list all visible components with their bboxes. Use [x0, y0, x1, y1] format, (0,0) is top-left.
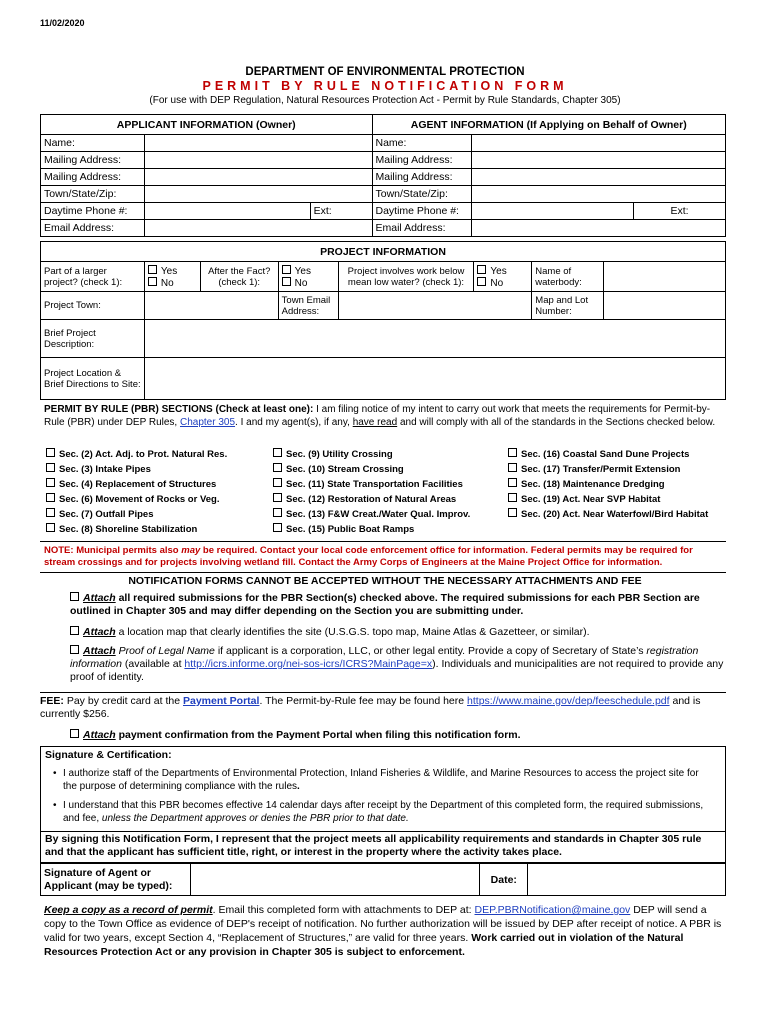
applicant-phone-label: Daytime Phone #:	[41, 203, 145, 220]
applicant-email-field[interactable]	[144, 220, 372, 237]
town-email-label: Town Email Address:	[278, 292, 338, 320]
applicant-heading: APPLICANT INFORMATION (Owner)	[41, 115, 373, 135]
low-water-no-option[interactable]: No	[477, 277, 528, 289]
signature-label: Signature of Agent or Applicant (may be typed):	[41, 864, 191, 896]
agent-mailing-field[interactable]	[472, 152, 726, 169]
description-label: Brief Project Description:	[41, 320, 145, 358]
applicant-mailing2-field[interactable]	[144, 169, 372, 186]
after-fact-label: After the Fact? (check 1):	[200, 262, 278, 292]
fee-text: FEE: Pay by credit card at the Payment Portal. The Permit-by-Rule fee may be found here https://www.maine.gov/dep/feeschedule.pdf and is currently $256.	[40, 695, 701, 720]
payment-portal-link[interactable]: Payment Portal	[182, 695, 260, 707]
project-town-label: Project Town:	[41, 292, 145, 320]
after-fact-checkboxes	[278, 262, 338, 292]
waterbody-label: Name of waterbody:	[532, 262, 604, 292]
signature-field[interactable]	[190, 864, 480, 896]
pbr-sec-18[interactable]: Sec. (18) Maintenance Dredging	[508, 477, 708, 492]
agent-mailing2-field[interactable]	[472, 169, 726, 186]
certification-box	[40, 746, 726, 832]
form-date: 11/02/2020	[40, 18, 85, 28]
checkbox[interactable]	[477, 277, 486, 286]
applicant-email-label: Email Address:	[41, 220, 145, 237]
pbr-column-1	[46, 447, 227, 537]
agent-heading: AGENT INFORMATION (If Applying on Behalf of Owner)	[372, 115, 726, 135]
agent-mailing-label: Mailing Address:	[372, 152, 472, 169]
applicant-town-field[interactable]	[144, 186, 372, 203]
project-town-field[interactable]	[144, 292, 278, 320]
pbr-sec-8[interactable]: Sec. (8) Shoreline Stabilization	[46, 522, 227, 537]
project-info-table	[40, 241, 726, 400]
fee-schedule-link[interactable]: https://www.maine.gov/dep/feeschedule.pdf	[467, 695, 670, 707]
applicant-mailing-field[interactable]	[144, 152, 372, 169]
chapter-305-link[interactable]: Chapter 305	[179, 417, 236, 428]
pbr-sec-16[interactable]: Sec. (16) Coastal Sand Dune Projects	[508, 447, 708, 462]
pbr-sec-20[interactable]: Sec. (20) Act. Near Waterfowl/Bird Habitat	[508, 507, 708, 522]
larger-yes-option[interactable]: Yes	[148, 265, 197, 277]
certification-bullet-2: • I understand that this PBR becomes effective 14 calendar days after receipt by the Department of this completed form, the required submissions, and fee, unless the Department approves or denies the PBR prior to that date.	[53, 800, 704, 824]
applicant-phone-field[interactable]	[144, 203, 310, 220]
attach-item-1[interactable]: Attach all required submissions for the PBR Section(s) checked above. The required submissions for each PBR Section are outlined in Chapter 305 and may differ depending on the Section you are submitting under.	[70, 592, 700, 617]
pbr-sec-11[interactable]: Sec. (11) State Transportation Facilities	[273, 477, 470, 492]
applicant-mailing-label: Mailing Address:	[41, 152, 145, 169]
attachments-heading: NOTIFICATION FORMS CANNOT BE ACCEPTED WITHOUT THE NECESSARY ATTACHMENTS AND FEE	[128, 575, 642, 587]
pbr-sec-3[interactable]: Sec. (3) Intake Pipes	[46, 462, 227, 477]
project-heading: PROJECT INFORMATION	[41, 242, 726, 262]
date-field[interactable]	[528, 864, 726, 896]
pbr-column-2	[273, 447, 470, 537]
form-title: PERMIT BY RULE NOTIFICATION FORM	[202, 79, 568, 93]
map-lot-label: Map and Lot Number:	[532, 292, 604, 320]
pbr-sec-7[interactable]: Sec. (7) Outfall Pipes	[46, 507, 227, 522]
agent-name-field[interactable]	[472, 135, 726, 152]
agent-mailing2-label: Mailing Address:	[372, 169, 472, 186]
agent-phone-field[interactable]	[472, 203, 634, 220]
agent-ext-label[interactable]: Ext:	[634, 203, 726, 220]
pbr-sec-4[interactable]: Sec. (4) Replacement of Structures	[46, 477, 227, 492]
larger-no-option[interactable]: No	[148, 277, 197, 289]
larger-project-checkboxes	[144, 262, 200, 292]
after-fact-no-option[interactable]: No	[282, 277, 335, 289]
note-text: NOTE: Municipal permits also may be required. Contact your local code enforcement office for information. Federal permits may be required for stream crossings and for projects involving wetland fill. Contact the Army Corps of Engineers at the Maine Project Office for information.	[44, 545, 693, 568]
low-water-checkboxes	[474, 262, 532, 292]
attach-item-3[interactable]: Attach Proof of Legal Name if applicant is a corporation, LLC, or other legal entity. Provide a copy of Secretary of State’s registration information (available at http://icrs.informe.org/nei-sos-icrs/ICRS?MainPage=x). Individuals and municipalities are not required to provide any proof of identity.	[70, 645, 724, 683]
pbr-sec-17[interactable]: Sec. (17) Transfer/Permit Extension	[508, 462, 708, 477]
signature-table	[40, 863, 726, 896]
contact-info-table	[40, 114, 726, 237]
checkbox[interactable]	[282, 265, 291, 274]
location-field[interactable]	[144, 358, 725, 400]
checkbox[interactable]	[282, 277, 291, 286]
note-box	[40, 541, 726, 573]
footer-text: Keep a copy as a record of permit. Email this completed form with attachments to DEP at: DEP.PBRNotification@maine.gov DEP will send a copy to the Town Office as evidence of DEP's receipt of notification. No further authorization will be issued by DEP after receipt of notice. A PBR is valid for two years, except Section 4, “Replacement of Structures,” are valid for three years. Work carried out in violation of the Natural Resources Protection Act or any provision in Chapter 305 is subject to enforcement.	[44, 904, 722, 958]
applicant-name-field[interactable]	[144, 135, 372, 152]
certification-statement-box	[40, 830, 726, 863]
pbr-column-3	[508, 447, 708, 522]
low-water-label: Project involves work below mean low water? (check 1):	[338, 262, 474, 292]
pbr-sec-9[interactable]: Sec. (9) Utility Crossing	[273, 447, 470, 462]
certification-heading: Signature & Certification:	[45, 749, 172, 761]
fee-box	[40, 692, 726, 721]
agent-town-label: Town/State/Zip:	[372, 186, 472, 203]
department-name: DEPARTMENT OF ENVIRONMENTAL PROTECTION	[245, 66, 525, 78]
after-fact-yes-option[interactable]: Yes	[282, 265, 335, 277]
description-field[interactable]	[144, 320, 725, 358]
agent-email-label: Email Address:	[372, 220, 472, 237]
waterbody-field[interactable]	[604, 262, 726, 292]
attach-payment-item[interactable]: Attach payment confirmation from the Payment Portal when filing this notification form.	[70, 729, 730, 742]
pbr-sec-19[interactable]: Sec. (19) Act. Near SVP Habitat	[508, 492, 708, 507]
pbr-sec-15[interactable]: Sec. (15) Public Boat Ramps	[273, 522, 470, 537]
larger-project-label: Part of a larger project? (check 1):	[41, 262, 145, 292]
checkbox[interactable]	[477, 265, 486, 274]
pbr-intro: PERMIT BY RULE (PBR) SECTIONS (Check at least one): I am filing notice of my intent to carry out work that meets the requirements for Permit-by-Rule (PBR) under DEP Rules, Chapter 305. I and my agent(s), if any, have read and will comply with all of the standards in the Sections checked below.	[44, 404, 716, 428]
pbr-sec-2[interactable]: Sec. (2) Act. Adj. to Prot. Natural Res.	[46, 447, 227, 462]
pbr-sec-10[interactable]: Sec. (10) Stream Crossing	[273, 462, 470, 477]
applicant-mailing2-label: Mailing Address:	[41, 169, 145, 186]
applicant-name-label: Name:	[41, 135, 145, 152]
dep-email-link[interactable]: DEP.PBRNotification@maine.gov	[474, 904, 631, 916]
agent-name-label: Name:	[372, 135, 472, 152]
low-water-yes-option[interactable]: Yes	[477, 265, 528, 277]
agent-email-field[interactable]	[472, 220, 726, 237]
form-subtitle: (For use with DEP Regulation, Natural Resources Protection Act - Permit by Rule Standards, Chapter 305)	[149, 95, 621, 106]
location-label: Project Location & Brief Directions to Site:	[41, 358, 145, 400]
pbr-sec-12[interactable]: Sec. (12) Restoration of Natural Areas	[273, 492, 470, 507]
agent-phone-label: Daytime Phone #:	[372, 203, 472, 220]
pbr-sec-6[interactable]: Sec. (6) Movement of Rocks or Veg.	[46, 492, 227, 507]
date-label: Date:	[480, 864, 528, 896]
icrs-link[interactable]: http://icrs.informe.org/nei-sos-icrs/ICRS?MainPage=x	[184, 658, 433, 670]
agent-town-field[interactable]	[472, 186, 726, 203]
checkbox[interactable]	[148, 277, 157, 286]
checkbox[interactable]	[148, 265, 157, 274]
attach-item-2[interactable]: Attach a location map that clearly identifies the site (U.S.G.S. topo map, Maine Atlas & Gazetteer, or similar).	[70, 626, 730, 639]
map-lot-field[interactable]	[604, 292, 726, 320]
pbr-sec-13[interactable]: Sec. (13) F&W Creat./Water Qual. Improv.	[273, 507, 470, 522]
applicant-town-label: Town/State/Zip:	[41, 186, 145, 203]
town-email-field[interactable]	[338, 292, 532, 320]
certification-bullet-1: • I authorize staff of the Departments of Environmental Protection, Inland Fisheries & Wildlife, and Marine Resources to access the project site for the purpose of determining compliance with the rules.	[53, 768, 699, 792]
applicant-ext-label[interactable]: Ext:	[310, 203, 372, 220]
certification-statement: By signing this Notification Form, I represent that the project meets all applicability requirements and standards in Chapter 305 rule and that the applicant has sufficient title, right, or interest in the property where the activity takes place.	[45, 833, 702, 858]
